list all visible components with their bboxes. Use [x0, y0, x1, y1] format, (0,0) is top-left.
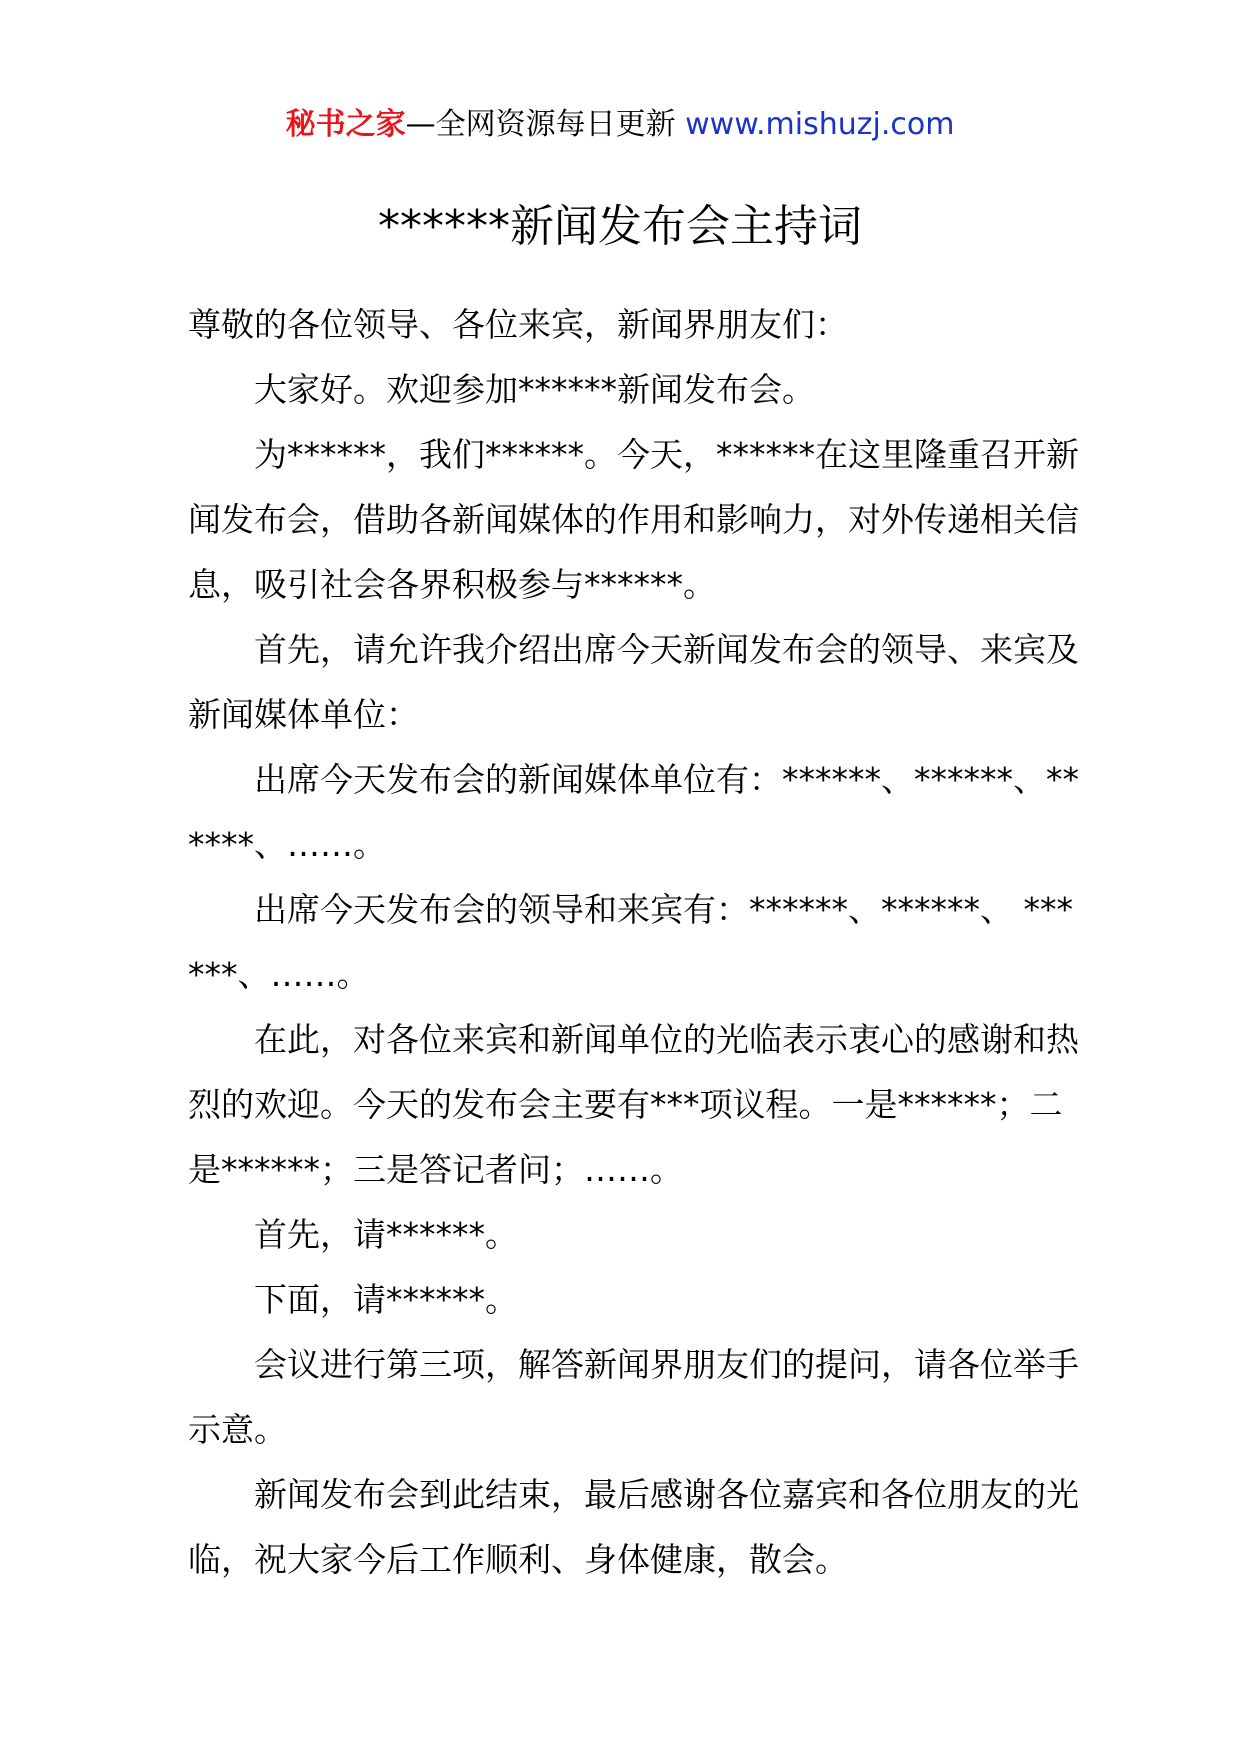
document-title: ******新闻发布会主持词 [378, 201, 862, 252]
paragraph-10: 新闻发布会到此结束，最后感谢各位嘉宾和各位朋友的光临，祝大家今后工作顺利、身体健康，散会。 [188, 1475, 1079, 1579]
paragraph-6: 在此，对各位来宾和新闻单位的光临表示衷心的感谢和热烈的欢迎。今天的发布会主要有***项议程。一是******；二是******；三是答记者问；……。 [188, 1020, 1079, 1189]
paragraph-1: 大家好。欢迎参加******新闻发布会。 [254, 370, 815, 409]
site-header [0, 100, 1240, 150]
brand-name: 秘书之家 [285, 107, 406, 142]
paragraph-4: 出席今天发布会的新闻媒体单位有：******、******、******、……。 [188, 760, 1079, 864]
paragraph-9: 会议进行第三项，解答新闻界朋友们的提问，请各位举手示意。 [188, 1345, 1079, 1449]
document-body [188, 292, 1088, 1592]
paragraph-8: 下面，请******。 [254, 1280, 518, 1319]
paragraph-2: 为******，我们******。今天，******在这里隆重召开新闻发布会，借助各新闻媒体的作用和影响力，对外传递相关信息，吸引社会各界积极参与******。 [188, 435, 1079, 604]
paragraph-5: 出席今天发布会的领导和来宾有：******、******、 ******、……。 [188, 890, 1073, 994]
paragraph-7: 首先，请******。 [254, 1215, 518, 1254]
paragraph-3: 首先，请允许我介绍出席今天新闻发布会的领导、来宾及新闻媒体单位： [188, 630, 1079, 734]
site-slogan: —全网资源每日更新 [405, 107, 686, 142]
site-url[interactable]: www.mishuzj.com [685, 107, 955, 142]
greeting-paragraph: 尊敬的各位领导、各位来宾，新闻界朋友们： [188, 305, 848, 344]
